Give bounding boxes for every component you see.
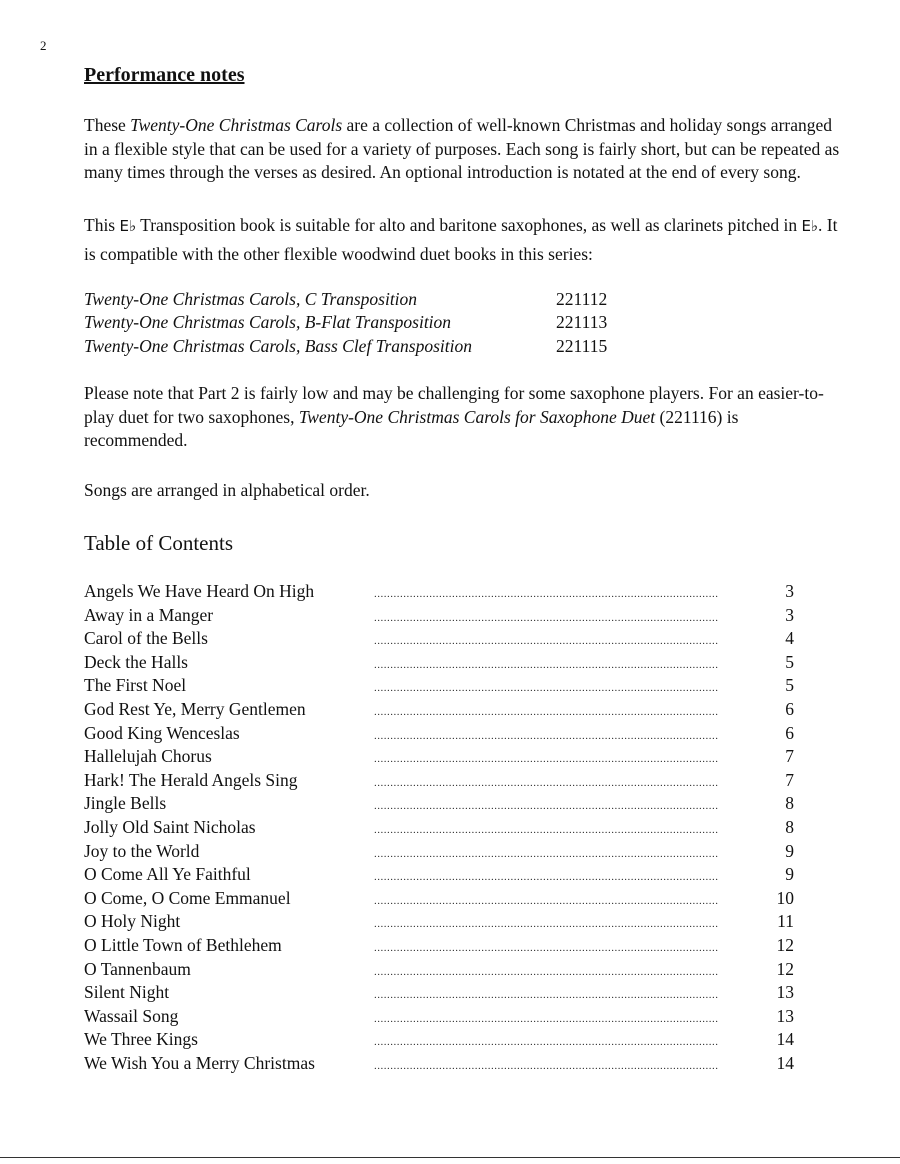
toc-song-title: God Rest Ye, Merry Gentlemen	[84, 698, 306, 719]
toc-dot-leader: ..........................................................................................................	[374, 941, 719, 954]
related-books-list	[84, 288, 844, 359]
toc-entry	[84, 698, 844, 722]
toc-entry	[84, 722, 844, 746]
toc-song-title: Away in a Manger	[84, 604, 214, 625]
toc-song-title: Wassail Song	[84, 1005, 179, 1026]
toc-page-number: 6	[785, 698, 794, 719]
toc-entry	[84, 769, 844, 793]
toc-page-number: 9	[785, 840, 794, 861]
toc-dot-leader: ..........................................................................................................	[374, 635, 719, 648]
toc-page-number: 3	[785, 581, 794, 601]
toc-song-title: O Little Town of Bethlehem	[84, 934, 282, 955]
intro-prefix: These	[84, 115, 131, 135]
part2-note-suffix: (221116) is recommended.	[84, 406, 739, 450]
toc-song-title: Carol of the Bells	[84, 628, 208, 649]
toc-page-number: 14	[776, 1052, 794, 1073]
part2-note-paragraph	[84, 382, 844, 453]
table-of-contents	[84, 580, 844, 1075]
toc-song-title: O Come All Ye Faithful	[84, 864, 251, 885]
intro-paragraph	[84, 114, 844, 185]
related-book-code: 221112	[556, 288, 608, 309]
toc-song-title: Hallelujah Chorus	[84, 746, 212, 767]
related-book-title: Twenty-One Christmas Carols, Bass Clef Transposition	[84, 335, 472, 356]
toc-page-number: 13	[776, 1005, 794, 1026]
toc-dot-leader: ..........................................................................................................	[374, 1012, 719, 1025]
toc-page-number: 5	[785, 651, 794, 672]
toc-song-title: O Tannenbaum	[84, 958, 191, 979]
toc-page-number: 3	[785, 604, 794, 625]
related-book-code: 221113	[556, 312, 608, 332]
toc-song-title: The First Noel	[84, 675, 187, 696]
related-book-row	[84, 288, 844, 312]
e-flat-symbol-2: E♭	[801, 216, 819, 235]
toc-song-title: Hark! The Herald Angels Sing	[84, 769, 298, 790]
toc-dot-leader: ..........................................................................................................	[374, 682, 719, 695]
e-flat-symbol: E♭	[119, 216, 137, 235]
toc-entry	[84, 792, 844, 816]
toc-entry	[84, 604, 844, 628]
toc-song-title: O Come, O Come Emmanuel	[84, 887, 291, 908]
saxophone-duet-title: Twenty-One Christmas Carols for Saxophone Duet	[298, 406, 656, 427]
toc-page-number: 13	[776, 982, 794, 1003]
toc-dot-leader: ..........................................................................................................	[374, 847, 719, 860]
toc-entry	[84, 580, 844, 604]
related-book-code: 221115	[556, 335, 608, 356]
toc-dot-leader: ..........................................................................................................	[374, 776, 719, 789]
transposition-part2: Transposition book is suitable for alto and baritone saxophones, as well as clarinets pitched in	[136, 214, 802, 235]
toc-page-number: 4	[785, 628, 794, 649]
intro-rest: are a collection of well-known Christmas and holiday songs arranged in a flexible style that can be used for a variety of purposes. Each song is fairly short, but can be repeated as many times through the verses as desired. An optional introduction is notated at the end of every song.	[84, 115, 840, 182]
toc-dot-leader: ..........................................................................................................	[374, 611, 719, 624]
toc-page-number: 8	[785, 816, 794, 837]
transposition-part3: . It is compatible with the other flexible woodwind duet books in this series:	[84, 214, 838, 264]
toc-dot-leader: ..........................................................................................................	[374, 989, 719, 1002]
toc-entry	[84, 816, 844, 840]
related-book-title: Twenty-One Christmas Carols, B-Flat Transposition	[84, 312, 452, 332]
toc-dot-leader: ..........................................................................................................	[374, 800, 719, 813]
bottom-rule	[0, 1157, 900, 1158]
toc-page-number: 14	[776, 1029, 794, 1050]
toc-dot-leader: ..........................................................................................................	[374, 965, 719, 978]
toc-dot-leader: ..........................................................................................................	[374, 753, 719, 766]
related-book-row	[84, 335, 844, 359]
toc-page-number: 6	[785, 722, 794, 743]
transposition-paragraph	[84, 211, 844, 268]
toc-entry	[84, 981, 844, 1005]
toc-page-number: 8	[785, 793, 794, 814]
toc-page-number: 7	[785, 746, 794, 767]
toc-entry	[84, 1028, 844, 1052]
toc-title: Table of Contents	[84, 531, 233, 555]
toc-dot-leader: ..........................................................................................................	[374, 729, 719, 742]
section-heading: Performance notes	[84, 64, 245, 86]
toc-dot-leader: ..........................................................................................................	[374, 1059, 719, 1072]
toc-dot-leader: ..........................................................................................................	[374, 918, 719, 931]
toc-page-number: 10	[776, 887, 794, 908]
toc-page-number: 9	[785, 864, 794, 885]
related-book-row	[84, 311, 844, 335]
toc-song-title: Silent Night	[84, 982, 170, 1003]
toc-song-title: Jolly Old Saint Nicholas	[84, 816, 256, 837]
toc-entry	[84, 627, 844, 651]
toc-entry	[84, 651, 844, 675]
toc-song-title: Good King Wenceslas	[84, 722, 240, 743]
related-book-title: Twenty-One Christmas Carols, C Transposition	[84, 288, 418, 309]
toc-entry	[84, 1052, 844, 1076]
toc-page-number: 12	[776, 934, 794, 955]
toc-dot-leader: ..........................................................................................................	[374, 823, 719, 836]
toc-song-title: We Three Kings	[84, 1029, 198, 1050]
toc-dot-leader: ..........................................................................................................	[374, 658, 719, 671]
toc-page-number: 12	[776, 958, 794, 979]
toc-entry	[84, 840, 844, 864]
toc-song-title: Angels We Have Heard On High	[84, 581, 315, 601]
toc-entry	[84, 674, 844, 698]
toc-page-number: 7	[785, 769, 794, 790]
toc-song-title: Joy to the World	[84, 840, 200, 861]
part2-note-prefix: Please note that Part 2 is fairly low and may be challenging for some saxophone players. For an easier-to-play duet for two saxophones,	[84, 383, 824, 427]
toc-dot-leader: ..........................................................................................................	[374, 705, 719, 718]
transposition-part1: This	[84, 214, 120, 235]
toc-entry	[84, 745, 844, 769]
toc-entry	[84, 934, 844, 958]
toc-song-title: We Wish You a Merry Christmas	[84, 1052, 315, 1073]
order-note-paragraph: Songs are arranged in alphabetical order.	[84, 479, 370, 500]
toc-dot-leader: ..........................................................................................................	[374, 1036, 719, 1049]
toc-dot-leader: ..........................................................................................................	[374, 588, 719, 600]
toc-entry	[84, 1005, 844, 1029]
page-content	[84, 60, 844, 1075]
toc-dot-leader: ..........................................................................................................	[374, 871, 719, 884]
toc-song-title: O Holy Night	[84, 911, 181, 932]
toc-page-number: 11	[777, 911, 794, 932]
toc-song-title: Jingle Bells	[84, 793, 167, 814]
toc-entry	[84, 887, 844, 911]
toc-entry	[84, 910, 844, 934]
toc-entry	[84, 958, 844, 982]
toc-entry	[84, 863, 844, 887]
toc-song-title: Deck the Halls	[84, 651, 188, 672]
toc-dot-leader: ..........................................................................................................	[374, 894, 719, 907]
page-number: 2	[40, 38, 47, 53]
toc-page-number: 5	[785, 675, 794, 696]
intro-book-title: Twenty-One Christmas Carols	[130, 115, 343, 135]
